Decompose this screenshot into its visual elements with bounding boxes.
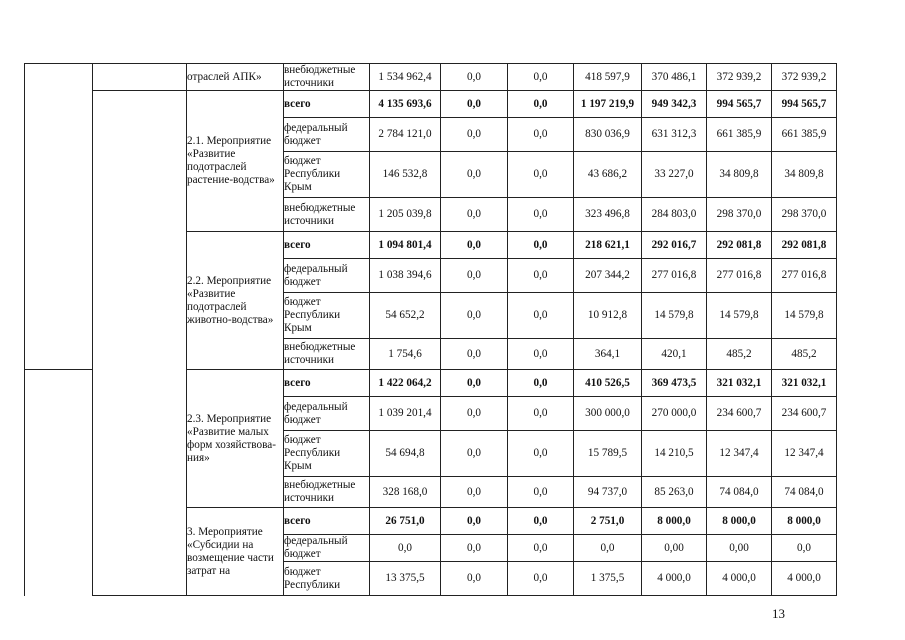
value-cell: 0,0 (441, 259, 508, 293)
value-cell: 0,0 (441, 508, 508, 535)
value-cell: 146 532,8 (370, 152, 441, 198)
value-cell: 277 016,8 (642, 259, 707, 293)
value-cell: 0,00 (642, 535, 707, 562)
value-cell: 661 385,9 (707, 118, 772, 152)
value-cell: 14 210,5 (642, 431, 707, 477)
value-cell: 277 016,8 (707, 259, 772, 293)
funding-source: всего (284, 91, 370, 118)
value-cell: 12 347,4 (707, 431, 772, 477)
value-cell: 0,0 (441, 232, 508, 259)
value-cell: 2 751,0 (574, 508, 642, 535)
funding-source: бюджет Республики Крым (284, 431, 370, 477)
value-cell: 14 579,8 (707, 293, 772, 339)
measure-name: 2.2. Мероприятие «Развитие подотраслей животно-водства» (187, 232, 284, 370)
value-cell: 270 000,0 (642, 397, 707, 431)
value-cell: 74 084,0 (707, 477, 772, 508)
value-cell: 321 032,1 (772, 370, 837, 397)
value-cell: 0,0 (508, 259, 574, 293)
blank-cell (93, 64, 187, 91)
value-cell: 1 422 064,2 (370, 370, 441, 397)
value-cell: 207 344,2 (574, 259, 642, 293)
value-cell: 0,0 (508, 198, 574, 232)
value-cell: 0,0 (441, 397, 508, 431)
value-cell: 0,0 (508, 562, 574, 596)
blank-cell (25, 64, 93, 370)
value-cell: 410 526,5 (574, 370, 642, 397)
value-cell: 949 342,3 (642, 91, 707, 118)
value-cell: 4 000,0 (772, 562, 837, 596)
value-cell: 0,0 (772, 535, 837, 562)
value-cell: 364,1 (574, 339, 642, 370)
table-row (25, 64, 837, 91)
blank-cell (25, 370, 93, 596)
value-cell: 234 600,7 (707, 397, 772, 431)
funding-source: бюджет Республики Крым (284, 293, 370, 339)
value-cell: 994 565,7 (772, 91, 837, 118)
value-cell: 54 652,2 (370, 293, 441, 339)
value-cell: 0,0 (441, 562, 508, 596)
measure-name: отраслей АПК» (187, 64, 284, 91)
value-cell: 1 205 039,8 (370, 198, 441, 232)
value-cell: 4 135 693,6 (370, 91, 441, 118)
value-cell: 323 496,8 (574, 198, 642, 232)
value-cell: 0,0 (508, 477, 574, 508)
value-cell: 14 579,8 (772, 293, 837, 339)
value-cell: 1 754,6 (370, 339, 441, 370)
value-cell: 0,0 (441, 535, 508, 562)
page-number: 13 (772, 606, 785, 621)
value-cell: 292 081,8 (707, 232, 772, 259)
funding-source: внебюджетные источники (284, 477, 370, 508)
value-cell: 0,0 (441, 477, 508, 508)
value-cell: 8 000,0 (707, 508, 772, 535)
value-cell: 0,0 (441, 152, 508, 198)
blank-cell (93, 91, 187, 596)
value-cell: 13 375,5 (370, 562, 441, 596)
value-cell: 1 039 201,4 (370, 397, 441, 431)
funding-source: федеральный бюджет (284, 259, 370, 293)
value-cell: 370 486,1 (642, 64, 707, 91)
value-cell: 0,0 (508, 91, 574, 118)
value-cell: 0,0 (441, 431, 508, 477)
value-cell: 300 000,0 (574, 397, 642, 431)
value-cell: 0,0 (574, 535, 642, 562)
value-cell: 0,0 (508, 508, 574, 535)
value-cell: 8 000,0 (642, 508, 707, 535)
funding-source: федеральный бюджет (284, 118, 370, 152)
value-cell: 0,0 (508, 118, 574, 152)
value-cell: 94 737,0 (574, 477, 642, 508)
value-cell: 0,0 (508, 431, 574, 477)
value-cell: 218 621,1 (574, 232, 642, 259)
funding-source: всего (284, 508, 370, 535)
value-cell: 0,0 (508, 339, 574, 370)
value-cell: 0,0 (508, 232, 574, 259)
value-cell: 328 168,0 (370, 477, 441, 508)
value-cell: 12 347,4 (772, 431, 837, 477)
funding-source: всего (284, 370, 370, 397)
measure-name: 3. Мероприятие «Субсидии на возмещение части затрат на (187, 508, 284, 596)
value-cell: 298 370,0 (707, 198, 772, 232)
value-cell: 234 600,7 (772, 397, 837, 431)
value-cell: 10 912,8 (574, 293, 642, 339)
value-cell: 0,0 (441, 198, 508, 232)
value-cell: 418 597,9 (574, 64, 642, 91)
funding-source: бюджет Республики Крым (284, 152, 370, 198)
value-cell: 321 032,1 (707, 370, 772, 397)
value-cell: 0,0 (441, 91, 508, 118)
value-cell: 4 000,0 (642, 562, 707, 596)
value-cell: 8 000,0 (772, 508, 837, 535)
value-cell: 372 939,2 (772, 64, 837, 91)
value-cell: 631 312,3 (642, 118, 707, 152)
value-cell: 1 197 219,9 (574, 91, 642, 118)
value-cell: 54 694,8 (370, 431, 441, 477)
funding-source: внебюджетные источники (284, 198, 370, 232)
value-cell: 34 809,8 (707, 152, 772, 198)
funding-source: внебюджетные источники (284, 339, 370, 370)
value-cell: 0,0 (508, 152, 574, 198)
value-cell: 74 084,0 (772, 477, 837, 508)
value-cell: 0,0 (441, 118, 508, 152)
value-cell: 1 038 394,6 (370, 259, 441, 293)
value-cell: 1 094 801,4 (370, 232, 441, 259)
budget-table (24, 63, 837, 596)
value-cell: 420,1 (642, 339, 707, 370)
value-cell: 292 016,7 (642, 232, 707, 259)
value-cell: 0,0 (441, 339, 508, 370)
value-cell: 2 784 121,0 (370, 118, 441, 152)
value-cell: 14 579,8 (642, 293, 707, 339)
value-cell: 298 370,0 (772, 198, 837, 232)
funding-source: федеральный бюджет (284, 397, 370, 431)
value-cell: 43 686,2 (574, 152, 642, 198)
value-cell: 284 803,0 (642, 198, 707, 232)
funding-source: бюджет Республики (284, 562, 370, 596)
value-cell: 277 016,8 (772, 259, 837, 293)
measure-name: 2.1. Мероприятие «Развитие подотраслей растение-водства» (187, 91, 284, 232)
funding-source: федеральный бюджет (284, 535, 370, 562)
value-cell: 0,0 (508, 397, 574, 431)
funding-source: всего (284, 232, 370, 259)
value-cell: 0,0 (370, 535, 441, 562)
value-cell: 0,0 (441, 293, 508, 339)
value-cell: 0,0 (508, 64, 574, 91)
measure-name: 2.3. Мероприятие «Развитие малых форм хозяйствова-ния» (187, 370, 284, 508)
value-cell: 0,0 (508, 293, 574, 339)
value-cell: 33 227,0 (642, 152, 707, 198)
value-cell: 0,00 (707, 535, 772, 562)
value-cell: 4 000,0 (707, 562, 772, 596)
value-cell: 26 751,0 (370, 508, 441, 535)
value-cell: 994 565,7 (707, 91, 772, 118)
funding-source: внебюджетные источники (284, 64, 370, 91)
value-cell: 292 081,8 (772, 232, 837, 259)
value-cell: 0,0 (508, 370, 574, 397)
value-cell: 0,0 (441, 370, 508, 397)
value-cell: 661 385,9 (772, 118, 837, 152)
value-cell: 0,0 (441, 64, 508, 91)
value-cell: 0,0 (508, 535, 574, 562)
value-cell: 485,2 (772, 339, 837, 370)
value-cell: 34 809,8 (772, 152, 837, 198)
value-cell: 369 473,5 (642, 370, 707, 397)
value-cell: 830 036,9 (574, 118, 642, 152)
value-cell: 485,2 (707, 339, 772, 370)
value-cell: 372 939,2 (707, 64, 772, 91)
value-cell: 15 789,5 (574, 431, 642, 477)
value-cell: 85 263,0 (642, 477, 707, 508)
value-cell: 1 375,5 (574, 562, 642, 596)
value-cell: 1 534 962,4 (370, 64, 441, 91)
table-row (25, 91, 837, 118)
